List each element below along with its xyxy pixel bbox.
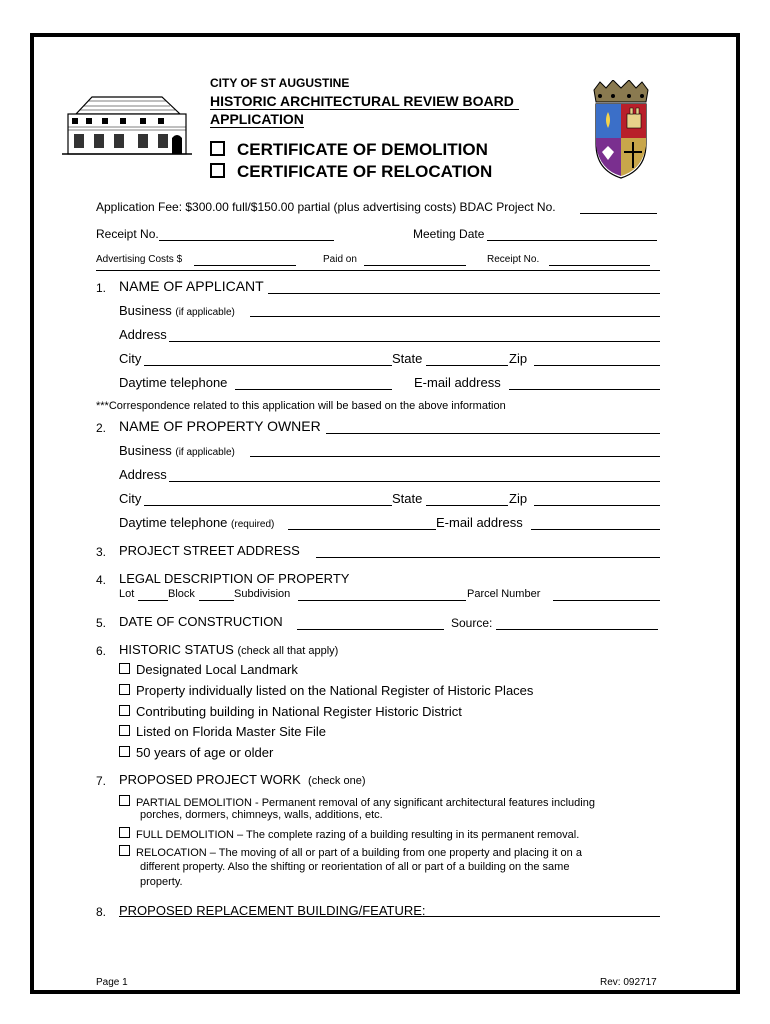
checkbox-icon[interactable] (119, 705, 130, 716)
zip-label: Zip (509, 351, 528, 366)
checkbox-icon[interactable] (210, 163, 225, 178)
divider (96, 270, 660, 271)
historic-option[interactable]: 50 years of age or older (119, 745, 273, 760)
owner-address-label: Address (119, 467, 167, 482)
application-fee-label: Application Fee: $300.00 full/$150.00 partial (plus advertising costs) BDAC Project No. (96, 200, 556, 214)
meeting-date-field[interactable] (487, 240, 657, 241)
receipt-no-field[interactable] (159, 240, 334, 241)
owner-state-label: State (392, 491, 423, 506)
application-title: APPLICATION (210, 111, 304, 127)
address-label: Address (119, 327, 167, 342)
project-address-label: PROJECT STREET ADDRESS (119, 543, 300, 558)
paid-on-field[interactable] (364, 265, 466, 266)
revision: Rev: 092717 (600, 977, 657, 988)
relocation-detail: different property. Also the shifting or reorientation of all or part of a building on the same (140, 861, 570, 873)
historic-house-illustration (62, 92, 192, 162)
board-title: HISTORIC ARCHITECTURAL REVIEW BOARD (210, 93, 519, 110)
applicant-name-label: NAME OF APPLICANT (119, 278, 264, 294)
lot-label: Lot (119, 588, 135, 600)
historic-option[interactable]: Contributing building in National Register Historic District (119, 704, 462, 719)
checkbox-icon[interactable] (119, 663, 130, 674)
daytime-phone-field[interactable] (235, 389, 392, 390)
advertising-costs-field[interactable] (194, 265, 296, 266)
relocation-option[interactable]: RELOCATION – The moving of all or part of a building from one property and placing it on a (119, 845, 582, 859)
legal-description-label: LEGAL DESCRIPTION OF PROPERTY (119, 571, 350, 586)
owner-phone-field[interactable] (288, 529, 436, 530)
partial-demolition-detail: porches, dormers, chimneys, walls, additions, etc. (140, 809, 383, 821)
partial-demolition-option[interactable]: PARTIAL DEMOLITION - Permanent removal of any significant architectural features including (119, 795, 595, 809)
address-field[interactable] (169, 341, 660, 342)
replacement-building-label: PROPOSED REPLACEMENT BUILDING/FEATURE: (119, 903, 426, 918)
daytime-phone-label: Daytime telephone (119, 375, 228, 390)
checkbox-icon[interactable] (119, 746, 130, 757)
historic-option[interactable]: Listed on Florida Master Site File (119, 724, 326, 739)
checkbox-icon[interactable] (119, 827, 130, 838)
owner-phone-label: Daytime telephone (required) (119, 515, 275, 530)
state-field[interactable] (426, 365, 508, 366)
owner-zip-field[interactable] (534, 505, 660, 506)
section-number: 5. (96, 616, 107, 630)
owner-city-field[interactable] (144, 505, 392, 506)
checkbox-icon[interactable] (119, 845, 130, 856)
section-number: 8. (96, 905, 107, 919)
email-label: E-mail address (414, 375, 501, 390)
owner-email-field[interactable] (531, 529, 660, 530)
section-number: 3. (96, 545, 107, 559)
paid-on-label: Paid on (323, 254, 357, 265)
checkbox-icon[interactable] (119, 684, 130, 695)
section-number: 2. (96, 421, 107, 435)
zip-field[interactable] (534, 365, 660, 366)
owner-state-field[interactable] (426, 505, 508, 506)
replacement-building-field[interactable] (119, 916, 660, 917)
checkbox-icon[interactable] (119, 725, 130, 736)
section-number: 4. (96, 573, 107, 587)
parcel-field[interactable] (553, 600, 660, 601)
section-number: 1. (96, 281, 107, 295)
business-field[interactable] (250, 316, 660, 317)
receipt-no-small-field[interactable] (549, 265, 650, 266)
advertising-costs-label: Advertising Costs $ (96, 254, 183, 265)
section-number: 6. (96, 644, 107, 658)
correspondence-note: ***Correspondence related to this application will be based on the above information (96, 400, 506, 412)
source-field[interactable] (496, 629, 658, 630)
checkbox-icon[interactable] (210, 141, 225, 156)
block-label: Block (168, 588, 195, 600)
bdac-project-field[interactable] (580, 213, 657, 214)
block-field[interactable] (199, 600, 234, 601)
historic-status-label: HISTORIC STATUS (check all that apply) (119, 642, 339, 657)
relocation-detail: property. (140, 876, 183, 888)
city-name: CITY OF ST AUGUSTINE (210, 76, 350, 90)
page-number: Page 1 (96, 977, 128, 988)
owner-city-label: City (119, 491, 142, 506)
owner-business-field[interactable] (250, 456, 660, 457)
construction-date-label: DATE OF CONSTRUCTION (119, 614, 283, 629)
owner-email-label: E-mail address (436, 515, 523, 530)
project-address-field[interactable] (316, 557, 660, 558)
cert-demolition-option[interactable]: CERTIFICATE OF DEMOLITION (210, 140, 488, 160)
construction-date-field[interactable] (297, 629, 444, 630)
cert-relocation-option[interactable]: CERTIFICATE OF RELOCATION (210, 162, 492, 182)
historic-option[interactable]: Property individually listed on the National Register of Historic Places (119, 683, 533, 698)
owner-address-field[interactable] (169, 481, 660, 482)
email-field[interactable] (509, 389, 660, 390)
project-work-label: PROPOSED PROJECT WORK (check one) (119, 772, 366, 787)
lot-field[interactable] (138, 600, 168, 601)
checkbox-icon[interactable] (119, 795, 130, 806)
section-number: 7. (96, 774, 107, 788)
full-demolition-option[interactable]: FULL DEMOLITION – The complete razing of a building resulting in its permanent removal. (119, 827, 579, 841)
owner-zip-label: Zip (509, 491, 528, 506)
applicant-name-field[interactable] (268, 293, 660, 294)
parcel-label: Parcel Number (467, 588, 541, 600)
owner-business-label: Business (if applicable) (119, 443, 235, 458)
owner-name-label: NAME OF PROPERTY OWNER (119, 418, 321, 434)
city-coat-of-arms (586, 80, 656, 180)
source-label: Source: (451, 616, 493, 630)
city-label: City (119, 351, 142, 366)
subdivision-label: Subdivision (234, 588, 291, 600)
city-field[interactable] (144, 365, 392, 366)
business-label: Business (if applicable) (119, 303, 235, 318)
meeting-date-label: Meeting Date (413, 227, 485, 241)
historic-option[interactable]: Designated Local Landmark (119, 662, 298, 677)
owner-name-field[interactable] (326, 433, 660, 434)
state-label: State (392, 351, 423, 366)
receipt-no-small-label: Receipt No. (487, 254, 540, 265)
subdivision-field[interactable] (298, 600, 466, 601)
receipt-no-label: Receipt No. (96, 227, 159, 241)
